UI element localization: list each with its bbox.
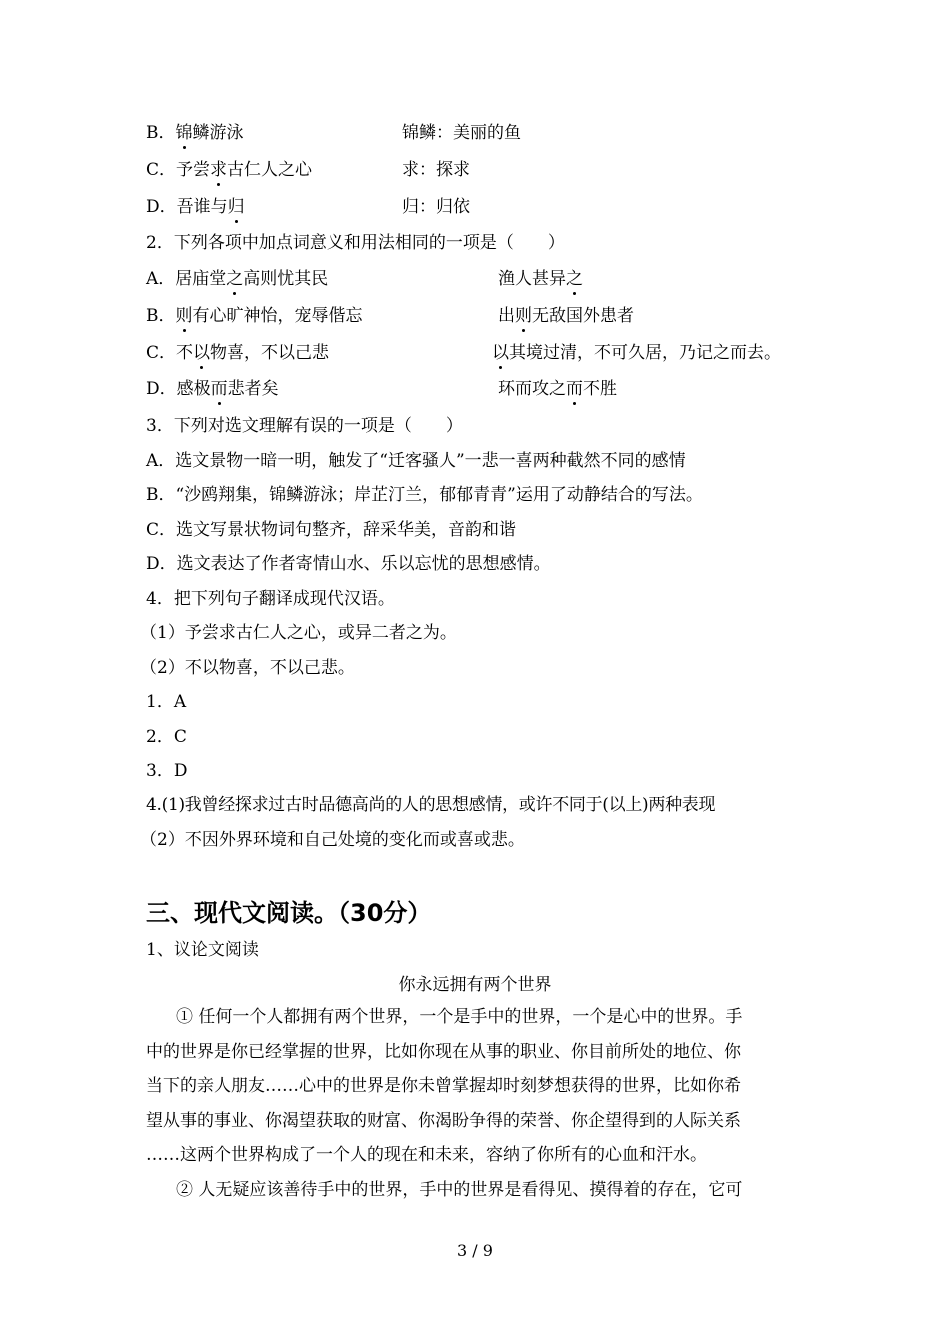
paragraph-line: 望从事的事业、你渴望获取的财富、你渴盼争得的荣誉、你企望得到的人际关系 xyxy=(146,1110,741,1131)
option-text: 无敌国外患者 xyxy=(532,306,634,326)
dotted-char: 归 xyxy=(227,197,245,217)
option-text: 居庙堂 xyxy=(175,269,227,289)
section-heading: 三、现代文阅读。（30分） xyxy=(146,899,432,927)
dotted-char: 而 xyxy=(566,379,583,399)
option-text: 其境过清，不可久居，乃记之而去。 xyxy=(509,343,781,363)
paragraph-2 xyxy=(146,1173,808,1208)
option-label: B． xyxy=(146,123,176,143)
option-text: 不 xyxy=(176,343,194,363)
q2-option-b-right xyxy=(498,305,634,327)
option-text: 吾谁与 xyxy=(176,197,228,217)
option-text: 高则忧其民 xyxy=(243,269,329,289)
q3-option-a: A．选文景物一暗一明，触发了“迁客骚人”一悲一喜两种截然不同的感情 xyxy=(146,451,686,471)
answer-4-1: 4.(1)我曾经探求过古时品德高尚的人的思想感情，或许不同于(以上)两种表现 xyxy=(146,795,716,815)
paragraph-line: ② 人无疑应该善待手中的世界，手中的世界是看得见、摸得着的存在，它可 xyxy=(176,1180,743,1200)
dotted-char: 之 xyxy=(566,269,583,289)
option-text: 有心旷神怡，宠辱偕忘 xyxy=(192,306,363,326)
q4-stem: 4．把下列句子翻译成现代汉语。 xyxy=(146,589,395,609)
answer-4-2: （2）不因外界环境和自己处境的变化而或喜或悲。 xyxy=(140,830,525,850)
answer-2: 2．C xyxy=(146,727,187,747)
dotted-char: 则 xyxy=(515,306,532,326)
q1-option-d xyxy=(146,196,245,218)
option-label: D． xyxy=(146,197,177,217)
option-text: 感极 xyxy=(176,379,211,399)
option-label: C． xyxy=(146,343,177,363)
dotted-char: 之 xyxy=(226,269,244,289)
q2-option-d-left xyxy=(146,378,279,400)
paragraph-line: ① 任何一个人都拥有两个世界，一个是手中的世界，一个是心中的世界。手 xyxy=(176,1007,743,1027)
article-title: 你永远拥有两个世界 xyxy=(398,975,552,995)
q1-option-d-meaning: 归：归依 xyxy=(402,197,470,217)
q2-option-c-right xyxy=(492,342,781,364)
dotted-char: 以 xyxy=(193,343,211,363)
paragraph-line: 当下的亲人朋友……心中的世界是你未曾掌握却时刻梦想获得的世界，比如你希 xyxy=(146,1076,741,1096)
option-text: 予尝 xyxy=(176,160,211,180)
answer-3: 3．D xyxy=(146,761,188,781)
q2-option-a-left xyxy=(146,268,328,290)
dotted-char: 而 xyxy=(210,379,228,399)
q2-option-b-left xyxy=(146,305,363,327)
answer-1: 1．A xyxy=(146,692,187,712)
option-label: C． xyxy=(146,160,177,180)
q2-stem: 2．下列各项中加点词意义和用法相同的一项是（ ） xyxy=(146,233,565,253)
dotted-char: 锦 xyxy=(175,123,193,143)
section-subheading: 1、议论文阅读 xyxy=(146,940,259,960)
q3-option-b: B．“沙鸥翔集，锦鳞游泳；岸芷汀兰，郁郁青青”运用了动静结合的写法。 xyxy=(146,485,703,505)
dotted-char: 以 xyxy=(492,343,509,363)
q1-option-b-meaning: 锦鳞：美丽的鱼 xyxy=(402,123,521,143)
q3-option-d: D．选文表达了作者寄情山水、乐以忘忧的思想感情。 xyxy=(146,554,551,574)
option-text: 环而攻之 xyxy=(498,379,566,399)
page-number: 3 / 9 xyxy=(457,1241,493,1260)
q4-item-1: （1）予尝求古仁人之心，或异二者之为。 xyxy=(140,623,457,643)
q1-option-b xyxy=(146,122,244,144)
q4-item-2: （2）不以物喜，不以己悲。 xyxy=(140,658,355,678)
q1-option-c-meaning: 求：探求 xyxy=(402,160,470,180)
option-text: 物喜，不以己悲 xyxy=(210,343,330,363)
q2-option-c-left xyxy=(146,342,329,364)
option-text: 古仁人之心 xyxy=(227,160,313,180)
option-text: 出 xyxy=(498,306,515,326)
option-text: 不胜 xyxy=(583,379,617,399)
option-text: 渔人甚异 xyxy=(498,269,566,289)
option-text: 鳞游泳 xyxy=(192,123,244,143)
option-label: A． xyxy=(146,269,176,289)
paragraph-1 xyxy=(146,1000,808,1173)
option-text: 悲者矣 xyxy=(227,379,279,399)
option-label: D． xyxy=(146,379,177,399)
dotted-char: 则 xyxy=(175,306,193,326)
q2-option-a-right xyxy=(498,268,583,290)
q1-option-c xyxy=(146,159,312,181)
paragraph-line: 中的世界是你已经掌握的世界，比如你现在从事的职业、你目前所处的地位、你 xyxy=(146,1041,741,1062)
q2-option-d-right xyxy=(498,378,617,400)
q3-option-c: C．选文写景状物词句整齐，辞采华美，音韵和谐 xyxy=(146,520,517,540)
option-label: B． xyxy=(146,306,176,326)
q3-stem: 3．下列对选文理解有误的一项是（ ） xyxy=(146,416,463,436)
paragraph-line: ……这两个世界构成了一个人的现在和未来，容纳了你所有的心血和汗水。 xyxy=(146,1145,707,1165)
dotted-char: 求 xyxy=(210,160,228,180)
